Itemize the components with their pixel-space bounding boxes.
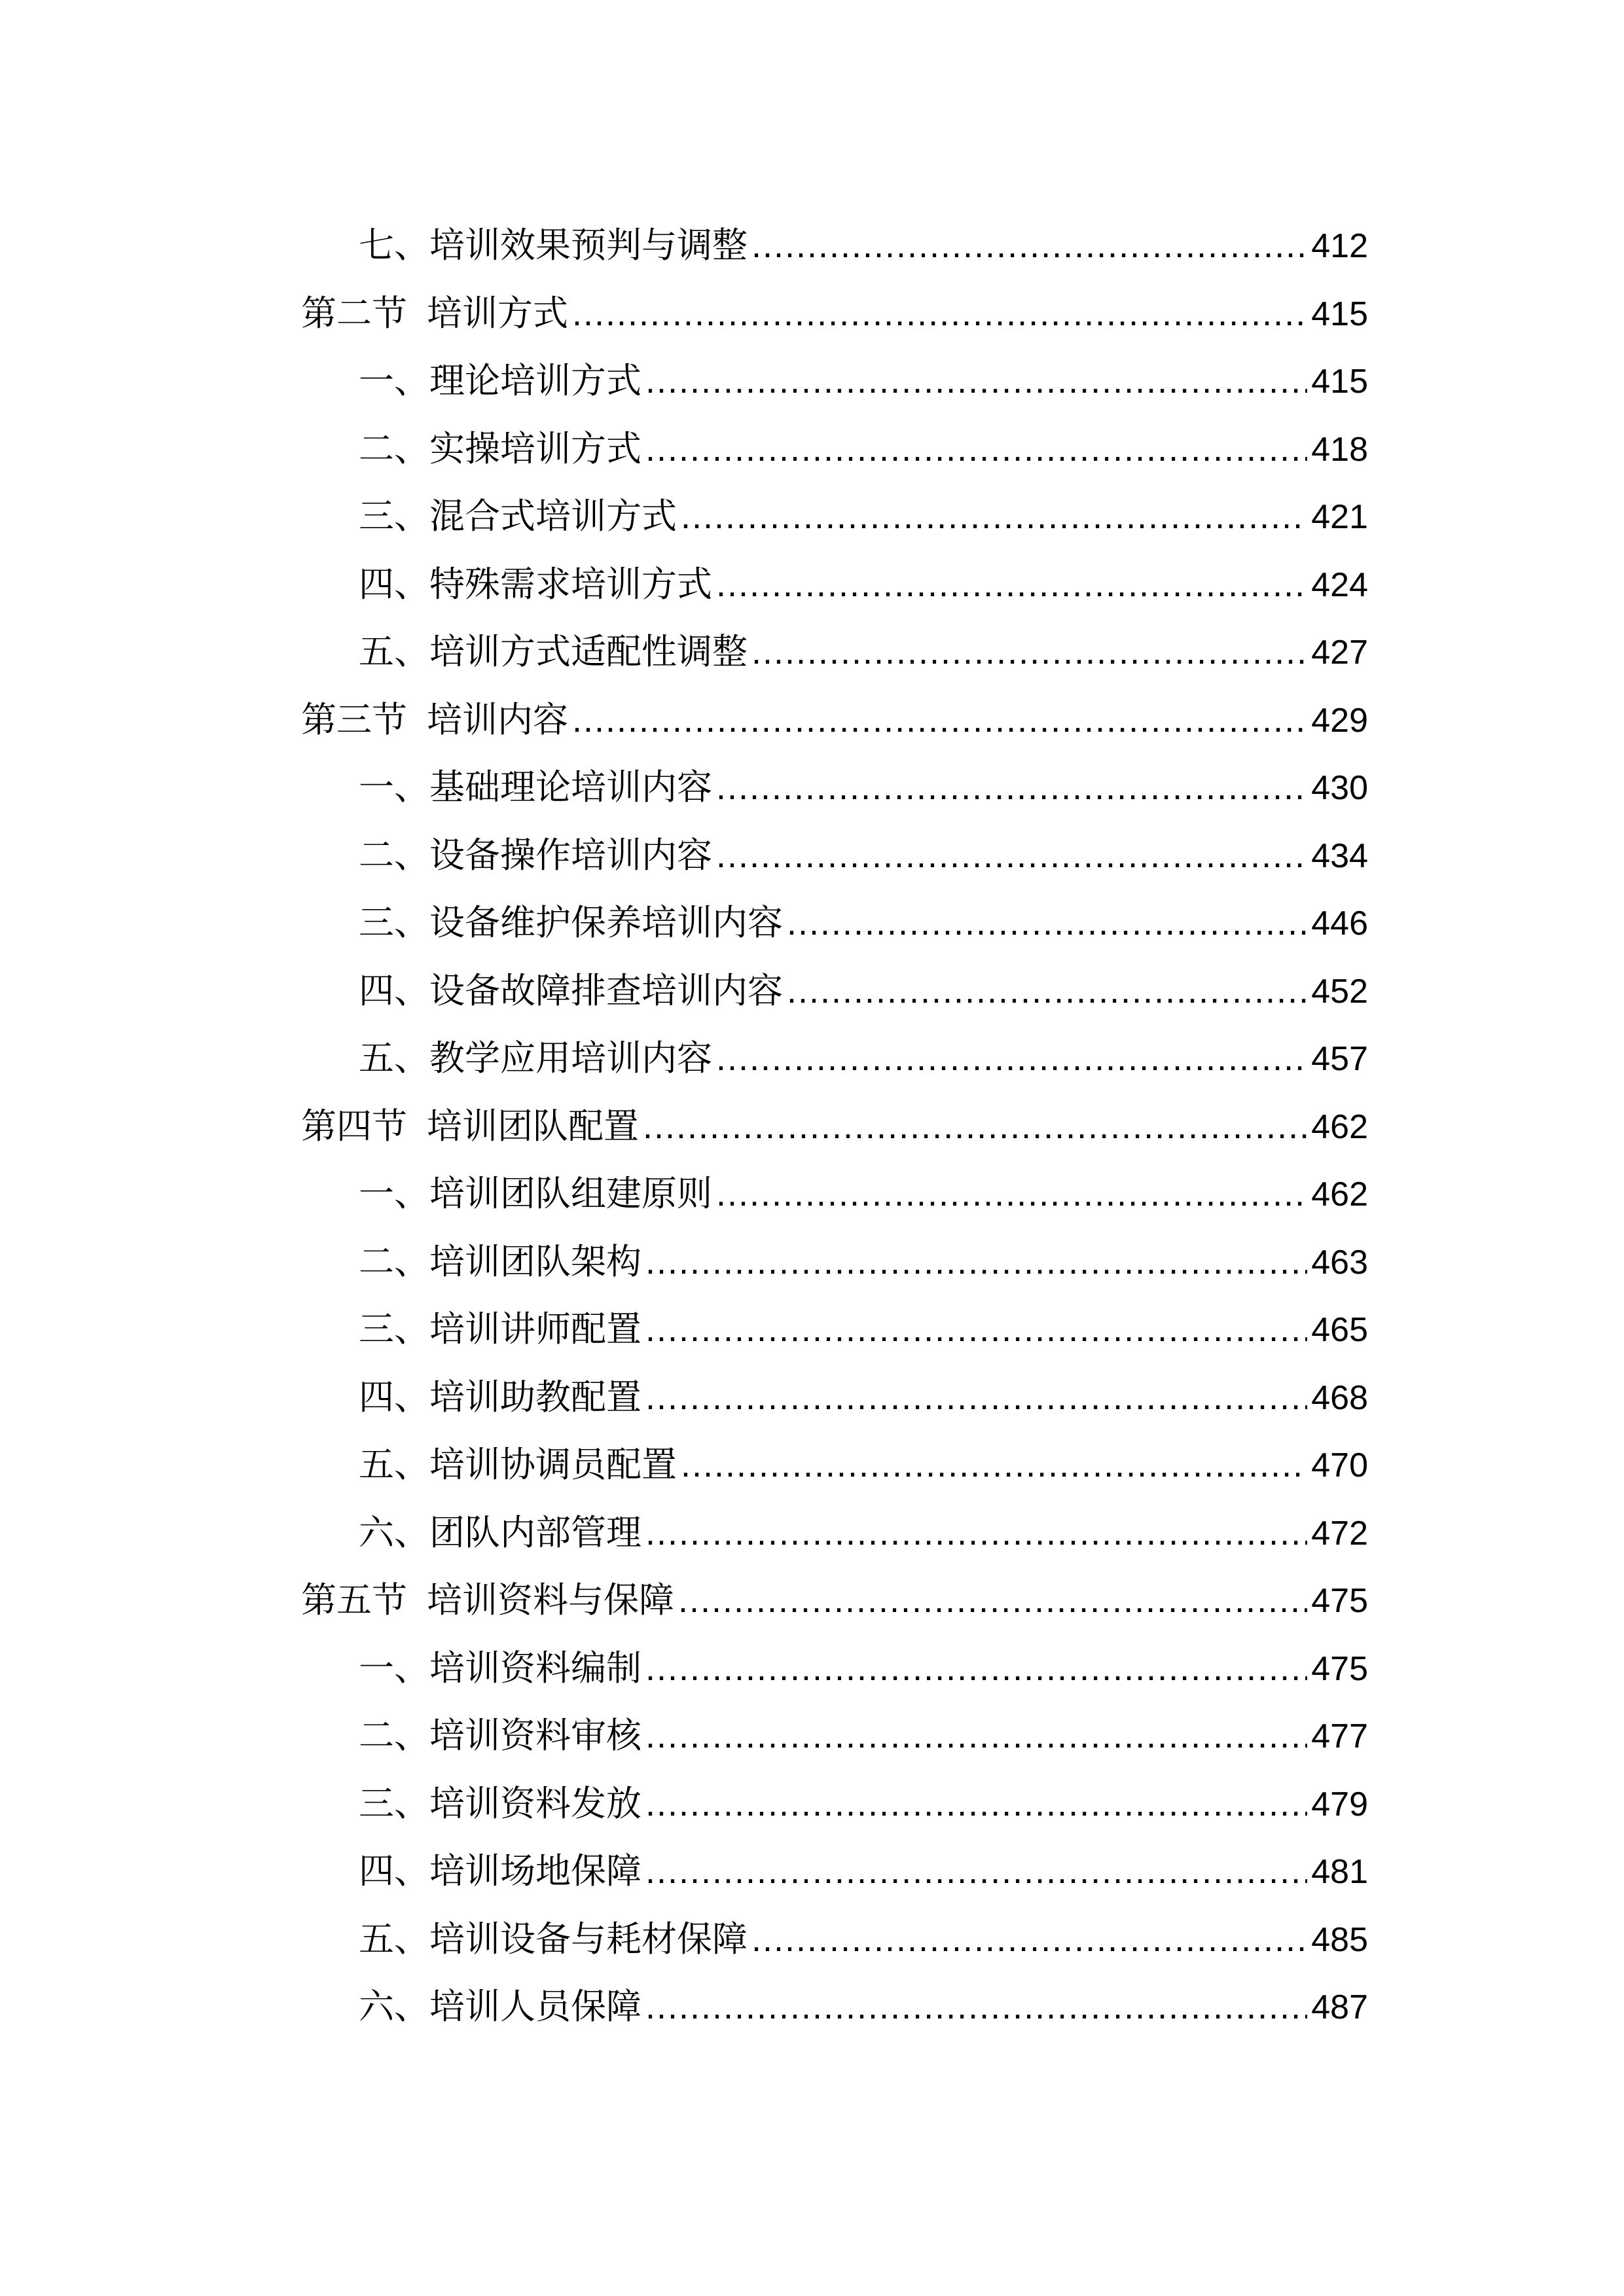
- toc-entry-title: 一、理论培训方式: [359, 360, 641, 401]
- toc-dot-leader: [751, 619, 1307, 687]
- toc-entry-title: 培训团队配置: [427, 1105, 639, 1147]
- toc-dot-leader: [681, 1431, 1307, 1499]
- toc-subsection-entry[interactable]: [301, 1973, 1368, 2041]
- toc-entry-title: 三、培训讲师配置: [359, 1308, 641, 1350]
- toc-entry-title: 培训资料与保障: [427, 1579, 674, 1621]
- toc-entry-title: 二、实操培训方式: [359, 427, 641, 469]
- toc-entry-label: [359, 1770, 641, 1838]
- toc-entry-label: [359, 415, 641, 483]
- toc-entry-label: [359, 821, 712, 889]
- toc-entry-title: 三、培训资料发放: [359, 1782, 641, 1824]
- toc-subsection-entry[interactable]: [301, 1634, 1368, 1702]
- toc-dot-leader: [645, 1364, 1307, 1432]
- toc-entry-title: 二、设备操作培训内容: [359, 834, 712, 876]
- toc-subsection-entry[interactable]: [301, 1431, 1368, 1499]
- toc-dot-leader: [678, 1567, 1307, 1635]
- toc-entry-title: 一、培训团队组建原则: [359, 1173, 712, 1214]
- toc-entry-title: 培训方式: [427, 292, 568, 334]
- toc-page-number: 452: [1311, 972, 1368, 1011]
- toc-dot-leader: [645, 1229, 1307, 1297]
- toc-entry-label: [359, 753, 712, 821]
- toc-page-number: 462: [1311, 1175, 1368, 1213]
- toc-subsection-entry[interactable]: [301, 1228, 1368, 1296]
- toc-subsection-entry[interactable]: [301, 1770, 1368, 1838]
- toc-dot-leader: [787, 958, 1307, 1026]
- toc-entry-title: 一、培训资料编制: [359, 1647, 641, 1689]
- toc-page-number: 462: [1311, 1107, 1368, 1146]
- toc-entry-label: [359, 1431, 677, 1499]
- toc-section-number: 第二节: [301, 292, 407, 334]
- toc-subsection-entry[interactable]: [301, 618, 1368, 686]
- toc-subsection-entry[interactable]: [301, 1837, 1368, 1905]
- toc-page-number: 412: [1311, 227, 1368, 265]
- toc-section-entry[interactable]: [301, 279, 1368, 348]
- toc-entry-label: [301, 279, 568, 348]
- toc-page-number: 421: [1311, 498, 1368, 536]
- toc-page-number: 424: [1311, 565, 1368, 604]
- toc-section-number: 第四节: [301, 1105, 407, 1147]
- toc-subsection-entry[interactable]: [301, 1160, 1368, 1228]
- toc-entry-title: 五、教学应用培训内容: [359, 1037, 712, 1079]
- toc-dot-leader: [645, 1973, 1307, 2041]
- toc-entry-title: 四、培训助教配置: [359, 1376, 641, 1418]
- toc-dot-leader: [645, 1770, 1307, 1839]
- toc-dot-leader: [643, 1093, 1307, 1161]
- toc-page-number: 475: [1311, 1582, 1368, 1620]
- toc-dot-leader: [645, 1702, 1307, 1770]
- toc-page-number: 470: [1311, 1446, 1368, 1484]
- toc-page-number: 477: [1311, 1717, 1368, 1755]
- toc-section-entry[interactable]: [301, 1092, 1368, 1160]
- toc-entry-title: 五、培训设备与耗材保障: [359, 1918, 748, 1960]
- toc-page-number: 446: [1311, 905, 1368, 942]
- toc-subsection-entry[interactable]: [301, 1499, 1368, 1567]
- toc-entry-label: [359, 957, 783, 1025]
- toc-entry-title: 二、培训资料审核: [359, 1715, 641, 1756]
- toc-subsection-entry[interactable]: [301, 1363, 1368, 1431]
- toc-page-number: 415: [1311, 363, 1368, 401]
- toc-page-number: 481: [1311, 1853, 1368, 1891]
- toc-section-entry[interactable]: [301, 686, 1368, 754]
- toc-page-number: 463: [1311, 1243, 1368, 1282]
- toc-page-number: 430: [1311, 769, 1368, 807]
- toc-entry-label: [359, 1973, 641, 2041]
- toc-entry-label: [359, 1363, 641, 1431]
- toc-entry-title: 四、培训场地保障: [359, 1850, 641, 1892]
- toc-page-number: 415: [1311, 295, 1368, 333]
- toc-dot-leader: [645, 1838, 1307, 1906]
- toc-entry-label: [359, 1295, 641, 1363]
- toc-dot-leader: [645, 416, 1307, 484]
- toc-dot-leader: [787, 889, 1307, 958]
- toc-entry-title: 五、培训协调员配置: [359, 1444, 677, 1485]
- toc-entry-label: [359, 1228, 641, 1296]
- toc-entry-label: [359, 550, 712, 619]
- toc-page-number: 475: [1311, 1649, 1368, 1688]
- toc-dot-leader: [716, 551, 1307, 619]
- toc-entry-label: [359, 1702, 641, 1770]
- toc-dot-leader: [645, 1296, 1307, 1364]
- toc-page-number: 472: [1311, 1514, 1368, 1552]
- toc-entry-title: 七、培训效果预判与调整: [359, 224, 748, 266]
- toc-entry-label: [359, 1024, 712, 1092]
- toc-entry-label: [301, 1566, 674, 1634]
- toc-entry-label: [359, 1634, 641, 1702]
- toc-page-number: 465: [1311, 1311, 1368, 1349]
- toc-subsection-entry[interactable]: [301, 211, 1368, 279]
- toc-entry-label: [359, 211, 748, 279]
- toc-subsection-entry[interactable]: [301, 415, 1368, 483]
- toc-entry-label: [301, 686, 568, 754]
- toc-page-number: 418: [1311, 430, 1368, 469]
- toc-subsection-entry[interactable]: [301, 1702, 1368, 1770]
- toc-page-number: 479: [1311, 1785, 1368, 1823]
- toc-page-number: 487: [1311, 1988, 1368, 2026]
- toc-entry-label: [359, 1837, 641, 1905]
- toc-section-number: 第五节: [301, 1579, 407, 1621]
- toc-entry-title: 四、设备故障排查培训内容: [359, 969, 783, 1011]
- toc-dot-leader: [751, 212, 1307, 280]
- toc-entry-title: 六、团队内部管理: [359, 1511, 641, 1553]
- toc-dot-leader: [716, 754, 1307, 822]
- toc-page-number: 485: [1311, 1920, 1368, 1959]
- toc-subsection-entry[interactable]: [301, 1024, 1368, 1092]
- toc-section-number: 第三节: [301, 698, 407, 740]
- toc-entry-label: [359, 347, 641, 415]
- toc-subsection-entry[interactable]: [301, 550, 1368, 619]
- table-of-contents: [301, 211, 1368, 2041]
- toc-dot-leader: [645, 1635, 1307, 1703]
- toc-entry-label: [359, 482, 677, 550]
- toc-dot-leader: [751, 1906, 1307, 1974]
- toc-subsection-entry[interactable]: [301, 889, 1368, 957]
- toc-entry-title: 六、培训人员保障: [359, 1986, 641, 2027]
- toc-dot-leader: [716, 822, 1307, 890]
- toc-subsection-entry[interactable]: [301, 347, 1368, 415]
- toc-entry-title: 一、基础理论培训内容: [359, 766, 712, 808]
- toc-dot-leader: [572, 687, 1307, 755]
- toc-page-number: 457: [1311, 1040, 1368, 1078]
- toc-entry-label: [301, 1092, 639, 1160]
- toc-dot-leader: [645, 1499, 1307, 1568]
- toc-entry-label: [359, 1905, 748, 1973]
- toc-subsection-entry[interactable]: [301, 1905, 1368, 1973]
- toc-entry-title: 四、特殊需求培训方式: [359, 563, 712, 605]
- toc-entry-title: 三、混合式培训方式: [359, 495, 677, 537]
- toc-dot-leader: [645, 348, 1307, 416]
- toc-dot-leader: [681, 483, 1307, 551]
- toc-subsection-entry[interactable]: [301, 482, 1368, 550]
- toc-subsection-entry[interactable]: [301, 957, 1368, 1025]
- toc-entry-label: [359, 618, 748, 686]
- toc-page-number: 434: [1311, 836, 1368, 875]
- toc-dot-leader: [572, 280, 1307, 348]
- toc-dot-leader: [716, 1025, 1307, 1093]
- toc-page-number: 429: [1311, 701, 1368, 740]
- toc-subsection-entry[interactable]: [301, 821, 1368, 889]
- toc-entry-title: 三、设备维护保养培训内容: [359, 902, 783, 943]
- toc-subsection-entry[interactable]: [301, 1295, 1368, 1363]
- toc-page-number: 427: [1311, 634, 1368, 672]
- toc-section-entry[interactable]: [301, 1566, 1368, 1634]
- toc-entry-title: 二、培训团队架构: [359, 1240, 641, 1282]
- toc-entry-title: 培训内容: [427, 698, 568, 740]
- toc-entry-label: [359, 1160, 712, 1228]
- toc-dot-leader: [716, 1160, 1307, 1229]
- toc-page-number: 468: [1311, 1378, 1368, 1417]
- toc-entry-label: [359, 1499, 641, 1567]
- toc-subsection-entry[interactable]: [301, 753, 1368, 821]
- toc-entry-title: 五、培训方式适配性调整: [359, 631, 748, 672]
- toc-entry-label: [359, 889, 783, 957]
